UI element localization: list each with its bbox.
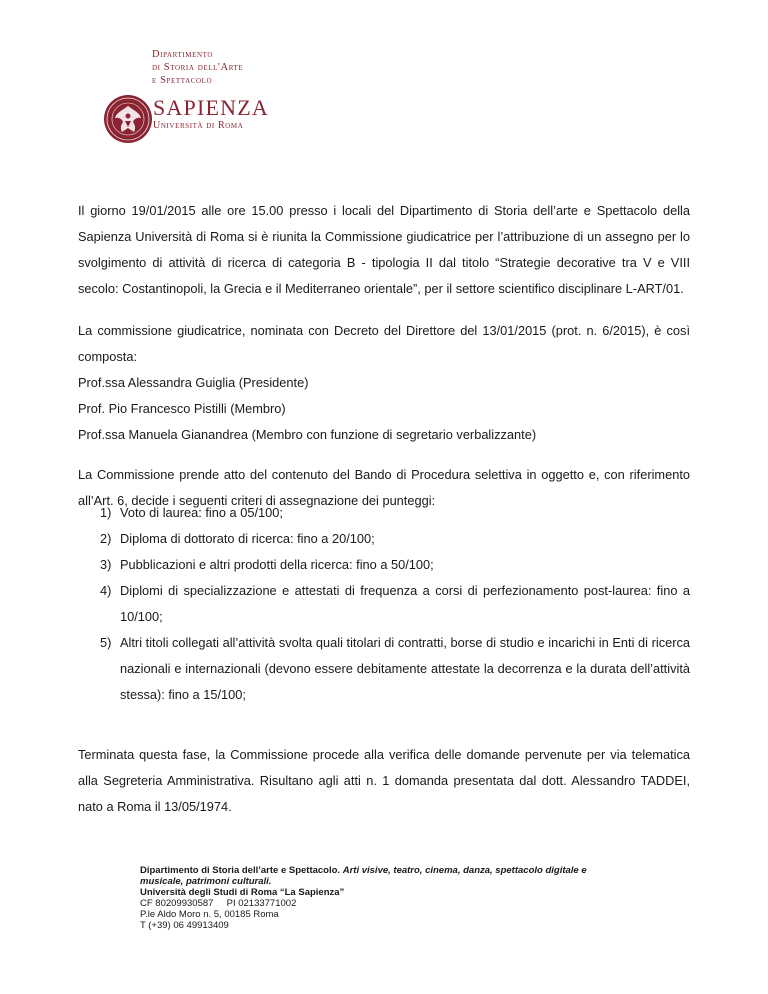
list-text: Voto di laurea: fino a 05/100; bbox=[120, 505, 283, 520]
footer-dept-desc: Arti visive, teatro, cinema, danza, spettacolo digitale e bbox=[342, 865, 587, 876]
text-line: nato a Roma il 13/05/1974. bbox=[78, 799, 232, 814]
list-item bbox=[100, 552, 690, 578]
footer-dept-desc-2: musicale, patrimoni culturali. bbox=[140, 876, 272, 887]
sapienza-seal-icon bbox=[103, 94, 153, 144]
paragraph-commission bbox=[78, 318, 690, 448]
list-item bbox=[100, 578, 690, 630]
text-line: svolgimento di attività di ricerca di categoria B - tipologia II dal titolo “Strategie decorative tra V e VIII bbox=[78, 255, 690, 270]
paragraph-intro bbox=[78, 198, 690, 302]
text-line: all’Art. 6, decide i seguenti criteri di assegnazione dei punteggi: bbox=[78, 493, 436, 508]
department-header bbox=[152, 48, 243, 87]
text-line: secolo: Costantinopoli, la Grecia e il Mediterraneo orientale”, per il settore scientifico disciplinare L-ART/01. bbox=[78, 281, 684, 296]
footer-university: Università degli Studi di Roma “La Sapienza” bbox=[140, 887, 345, 898]
text-line: Il giorno 19/01/2015 alle ore 15.00 presso i locali del Dipartimento di Storia dell’arte e Spettacolo della bbox=[78, 203, 690, 218]
brand-subtitle: Università di Roma bbox=[153, 120, 244, 131]
list-number: 2) bbox=[100, 531, 112, 546]
list-item bbox=[100, 500, 690, 526]
dept-line-1: Dipartimento bbox=[152, 49, 214, 60]
text-line: La commissione giudicatrice, nominata con Decreto del Direttore del 13/01/2015 (prot. n. 6/2015), è così bbox=[78, 323, 690, 338]
list-number: 1) bbox=[100, 505, 112, 520]
member-president: Prof.ssa Alessandra Guiglia (Presidente) bbox=[78, 375, 309, 390]
footer-dept-line bbox=[140, 865, 660, 876]
list-item bbox=[100, 526, 690, 552]
list-item bbox=[100, 630, 690, 708]
list-number: 3) bbox=[100, 557, 112, 572]
list-number: 5) bbox=[100, 635, 112, 650]
criteria-list bbox=[100, 500, 690, 708]
footer-fiscal-codes: CF 80209930587 PI 02133771002 bbox=[140, 898, 297, 909]
brand-block bbox=[153, 96, 269, 132]
member-2: Prof. Pio Francesco Pistilli (Membro) bbox=[78, 401, 286, 416]
list-text: Altri titoli collegati all’attività svolta quali titolari di contratti, borse di studio e incarichi in Enti di ricerca nazionali e internazionali (devono essere debitamente attestate la decorrenza e la durata dell’attività stessa): fino a 15/100; bbox=[120, 635, 690, 702]
dept-line-2: di Storia dell'Arte bbox=[152, 62, 244, 73]
text-line: composta: bbox=[78, 349, 138, 364]
list-text: Pubblicazioni e altri prodotti della ricerca: fino a 50/100; bbox=[120, 557, 434, 572]
text-line: Sapienza Università di Roma si è riunita la Commissione giudicatrice per l’attribuzione di un assegno per lo bbox=[78, 229, 690, 244]
footer-dept: Dipartimento di Storia dell’arte e Spettacolo. bbox=[140, 865, 341, 876]
paragraph-applications bbox=[78, 742, 690, 820]
brand-name: SAPIENZA bbox=[153, 95, 269, 120]
text-line: La Commissione prende atto del contenuto del Bando di Procedura selettiva in oggetto e, con riferimento bbox=[78, 467, 690, 482]
dept-line-3: e Spettacolo bbox=[152, 75, 213, 86]
member-secretary: Prof.ssa Manuela Gianandrea (Membro con funzione di segretario verbalizzante) bbox=[78, 427, 537, 442]
list-number: 4) bbox=[100, 583, 112, 598]
list-text: Diplomi di specializzazione e attestati di frequenza a corsi di perfezionamento post-laurea: fino a 10/100; bbox=[120, 583, 690, 624]
footer-phone: T (+39) 06 49913409 bbox=[140, 920, 229, 931]
footer bbox=[140, 865, 660, 931]
footer-address: P.le Aldo Moro n. 5, 00185 Roma bbox=[140, 909, 279, 920]
text-line: Terminata questa fase, la Commissione procede alla verifica delle domande pervenute per via telematica bbox=[78, 747, 690, 762]
list-text: Diploma di dottorato di ricerca: fino a 20/100; bbox=[120, 531, 375, 546]
text-line: alla Segreteria Amministrativa. Risultano agli atti n. 1 domanda presentata dal dott. Alessandro TADDEI, bbox=[78, 773, 690, 788]
